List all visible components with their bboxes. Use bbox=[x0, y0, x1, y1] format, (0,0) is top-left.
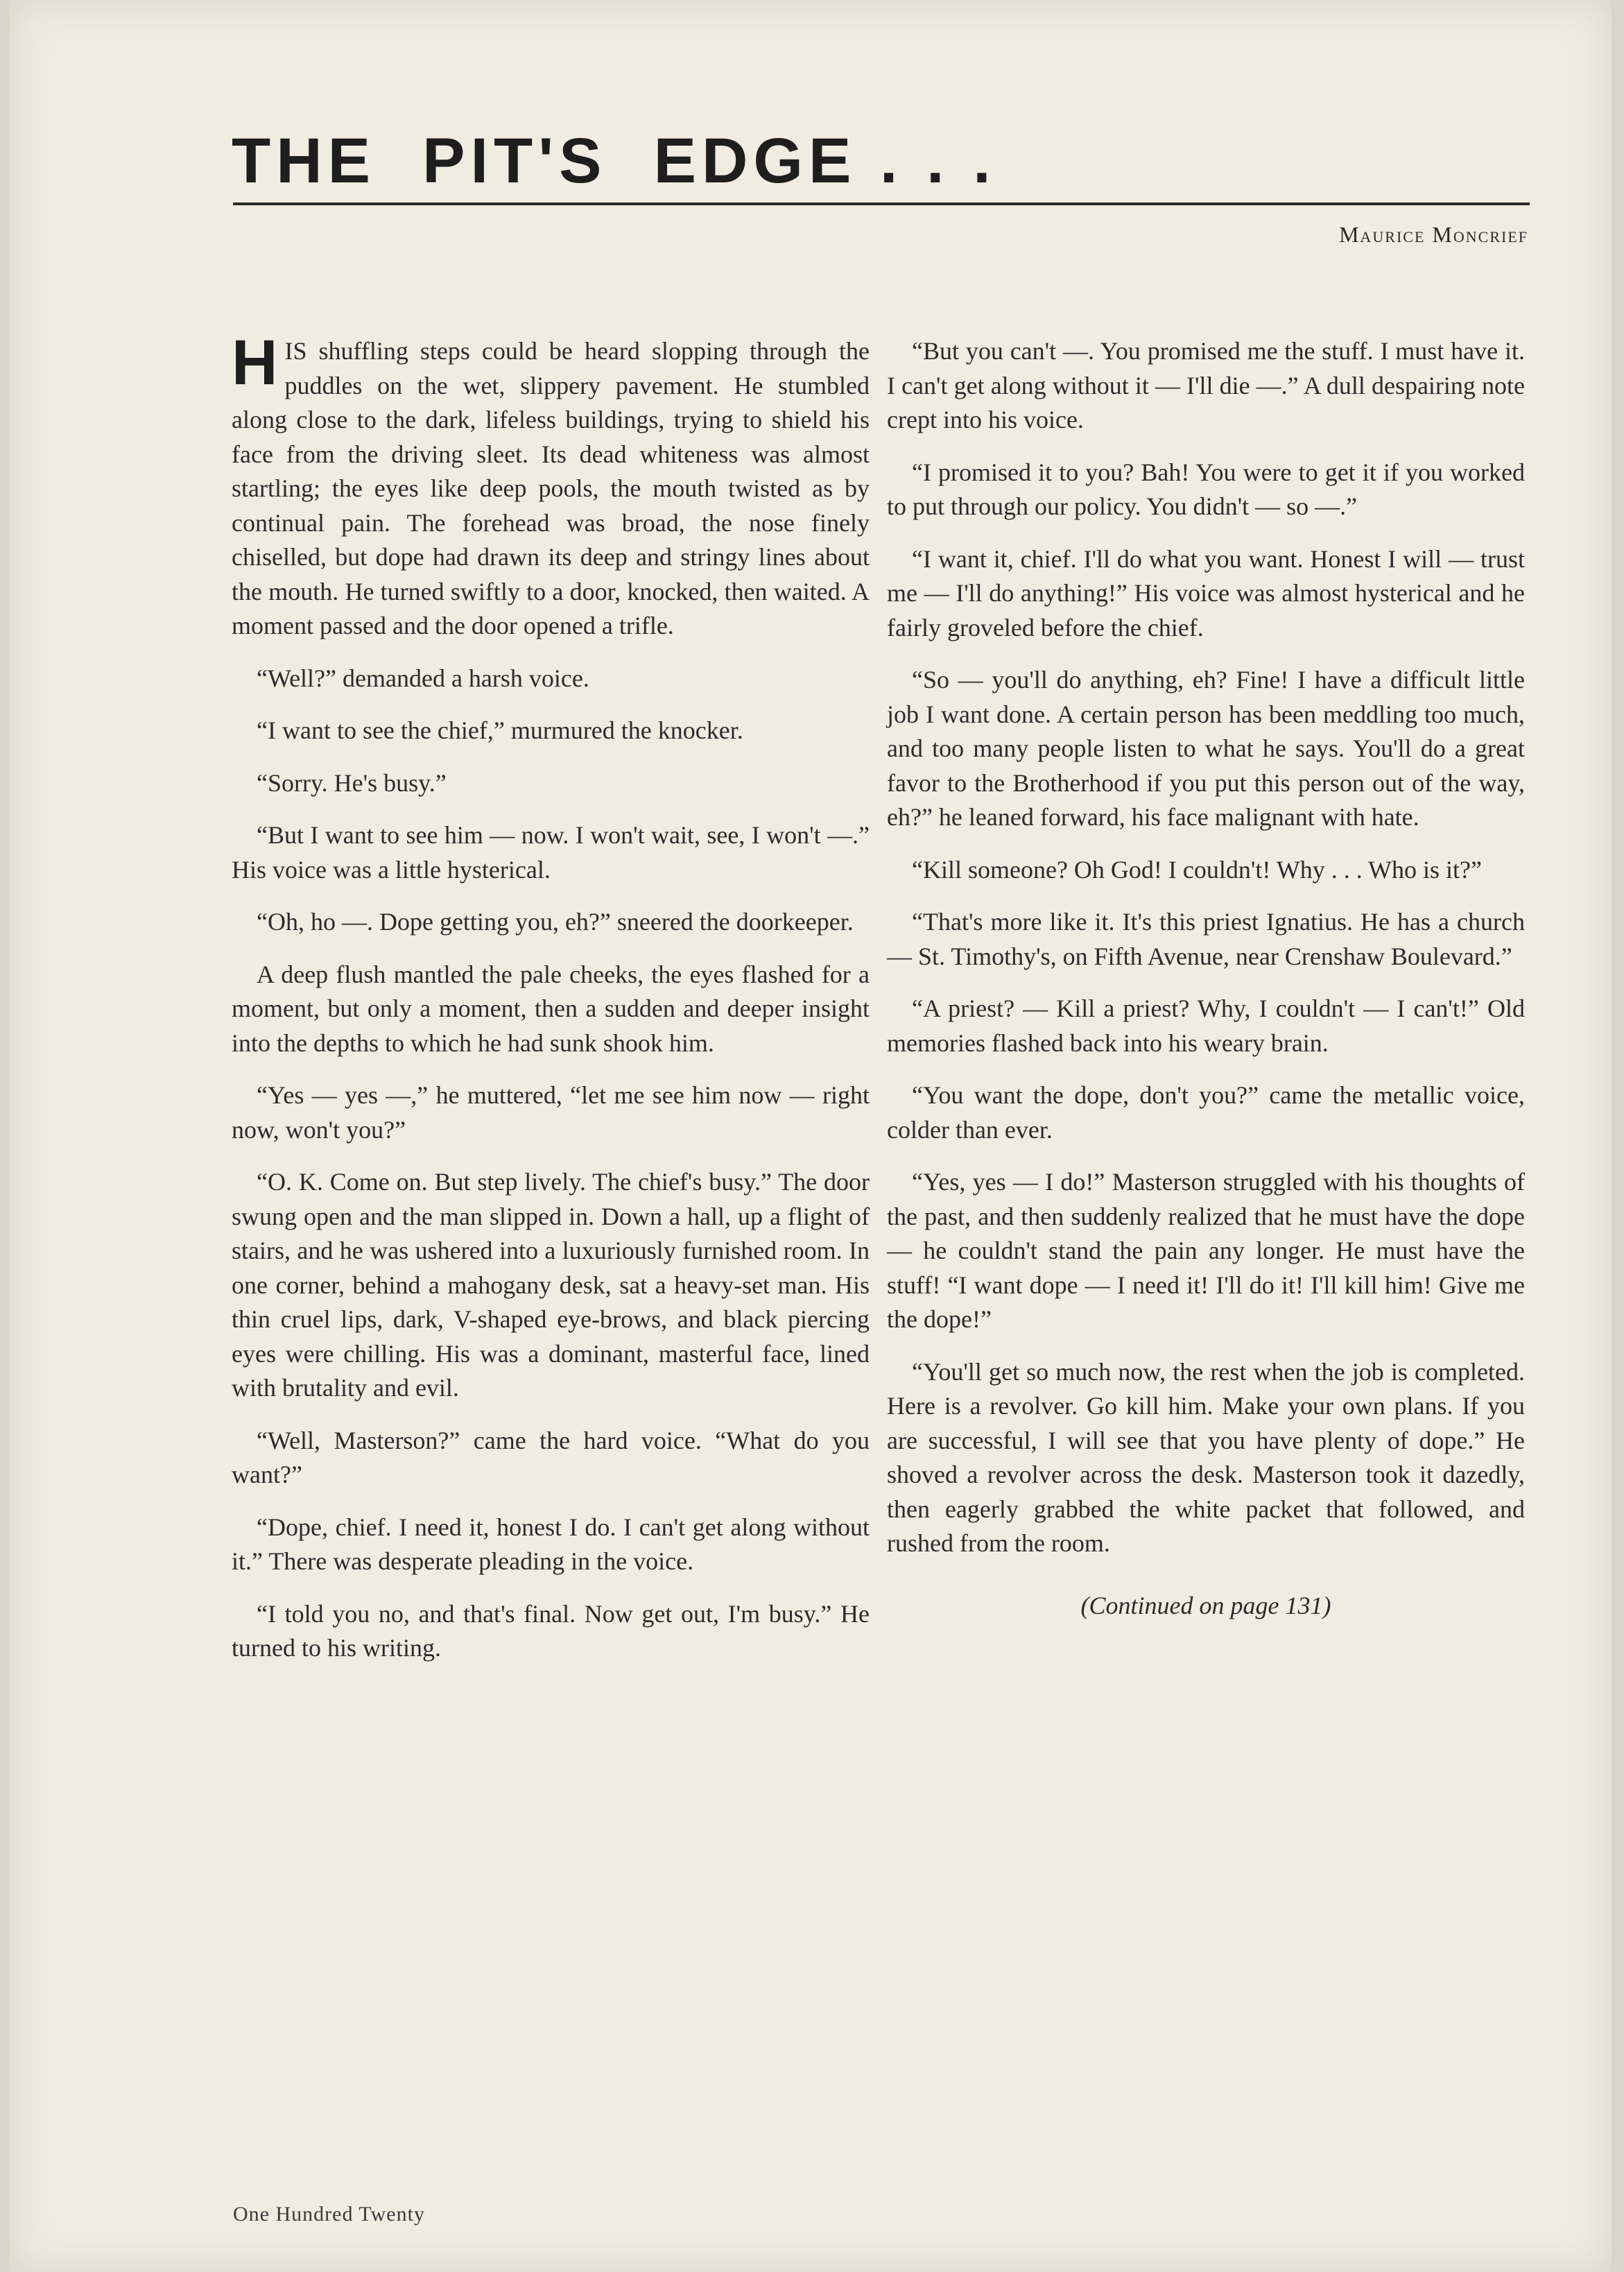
paragraph: “So — you'll do anything, eh? Fine! I have a difficult little job I want done. A certain person has been meddling too much, and too many people listen to what he says. You'll do a great favor to the Brotherhood if you put this person out of the way, eh?” he leaned forward, his face malignant with hate. bbox=[887, 666, 1525, 831]
paragraph: “Oh, ho —. Dope getting you, eh?” sneered the doorkeeper. bbox=[257, 908, 854, 936]
paragraph: “Well, Masterson?” came the hard voice. “What do you want?” bbox=[232, 1426, 870, 1488]
drop-cap: H bbox=[232, 327, 278, 398]
paragraph: “But you can't —. You promised me the stuff. I must have it. I can't get along without it — I'll die —.” A dull despairing note crept into his voice. bbox=[887, 337, 1525, 433]
paragraph: “Yes — yes —,” he muttered, “let me see him now — right now, won't you?” bbox=[232, 1081, 870, 1144]
continued-note: (Continued on page 131) bbox=[1080, 1591, 1331, 1619]
right-column bbox=[887, 334, 1525, 1641]
paragraph: “I want to see the chief,” murmured the knocker. bbox=[257, 716, 743, 744]
title-rule bbox=[233, 203, 1530, 205]
paragraph: “Kill someone? Oh God! I couldn't! Why . . . Who is it?” bbox=[912, 855, 1482, 884]
story-title: THE PIT'S EDGE . . . bbox=[232, 126, 996, 196]
paragraph: “That's more like it. It's this priest Ignatius. He has a church — St. Timothy's, on Fifth Avenue, near Crenshaw Boulevard.” bbox=[887, 908, 1525, 970]
paragraph: “I promised it to you? Bah! You were to get it if you worked to put through our policy. You didn't — so —.” bbox=[887, 458, 1525, 520]
paragraph: HIS shuffling steps could be heard slopping through the puddles on the wet, slippery pavement. He stumbled along close to the dark, lifeless buildings, trying to shield his face from the driving sleet. Its dead whiteness was almost startling; the eyes like deep pools, the mouth twisted as by continual pain. The forehead was broad, the nose finely chiselled, but dope had drawn its deep and stringy lines about the mouth. He turned swiftly to a door, knocked, then waited. A moment passed and the door opened a trifle. bbox=[232, 327, 870, 639]
author-byline: Maurice Moncrief bbox=[1339, 222, 1528, 247]
paragraph: “But I want to see him — now. I won't wait, see, I won't —.” His voice was a little hysterical. bbox=[232, 821, 870, 884]
paragraph: “Well?” demanded a harsh voice. bbox=[257, 664, 589, 692]
paragraph: “A priest? — Kill a priest? Why, I couldn't — I can't!” Old memories flashed back into his weary brain. bbox=[887, 995, 1525, 1057]
paragraph: “You'll get so much now, the rest when the job is completed. Here is a revolver. Go kill him. Make your own plans. If you are successful, I will see that you have plenty of dope.” He shoved a revolver across the desk. Masterson took it dazedly, then eagerly grabbed the white packet that followed, and rushed from the room. bbox=[887, 1357, 1525, 1557]
paragraph: A deep flush mantled the pale cheeks, the eyes flashed for a moment, but only a moment, then a sudden and deeper insight into the depths to which he had sunk shook him. bbox=[232, 960, 870, 1057]
page-footer: One Hundred Twenty bbox=[233, 2203, 425, 2226]
paragraph: “I told you no, and that's final. Now get out, I'm busy.” He turned to his writing. bbox=[232, 1599, 870, 1662]
paragraph: “Yes, yes — I do!” Masterson struggled with his thoughts of the past, and then suddenly realized that he must have the dope — he couldn't stand the pain any longer. He must have the stuff! “I want dope — I need it! I'll do it! I'll kill him! Give me the dope!” bbox=[887, 1168, 1525, 1333]
paragraph: “Dope, chief. I need it, honest I do. I can't get along without it.” There was desperate pleading in the voice. bbox=[232, 1513, 870, 1575]
paragraph: “Sorry. He's busy.” bbox=[257, 768, 447, 797]
paragraph: “O. K. Come on. But step lively. The chief's busy.” The door swung open and the man slipped in. Down a hall, up a flight of stairs, and he was ushered into a luxuriously furnished room. In one corner, behind a mahogany desk, sat a heavy-set man. His thin cruel lips, dark, V-shaped eye-brows, and black piercing eyes were chilling. His was a dominant, masterful face, lined with brutality and evil. bbox=[232, 1168, 870, 1402]
magazine-page bbox=[10, 0, 1612, 2272]
paragraph: “You want the dope, don't you?” came the metallic voice, colder than ever. bbox=[887, 1081, 1525, 1144]
left-column bbox=[232, 327, 870, 1684]
paragraph: “I want it, chief. I'll do what you want. Honest I will — trust me — I'll do anything!” His voice was almost hysterical and he fairly groveled before the chief. bbox=[887, 544, 1525, 642]
